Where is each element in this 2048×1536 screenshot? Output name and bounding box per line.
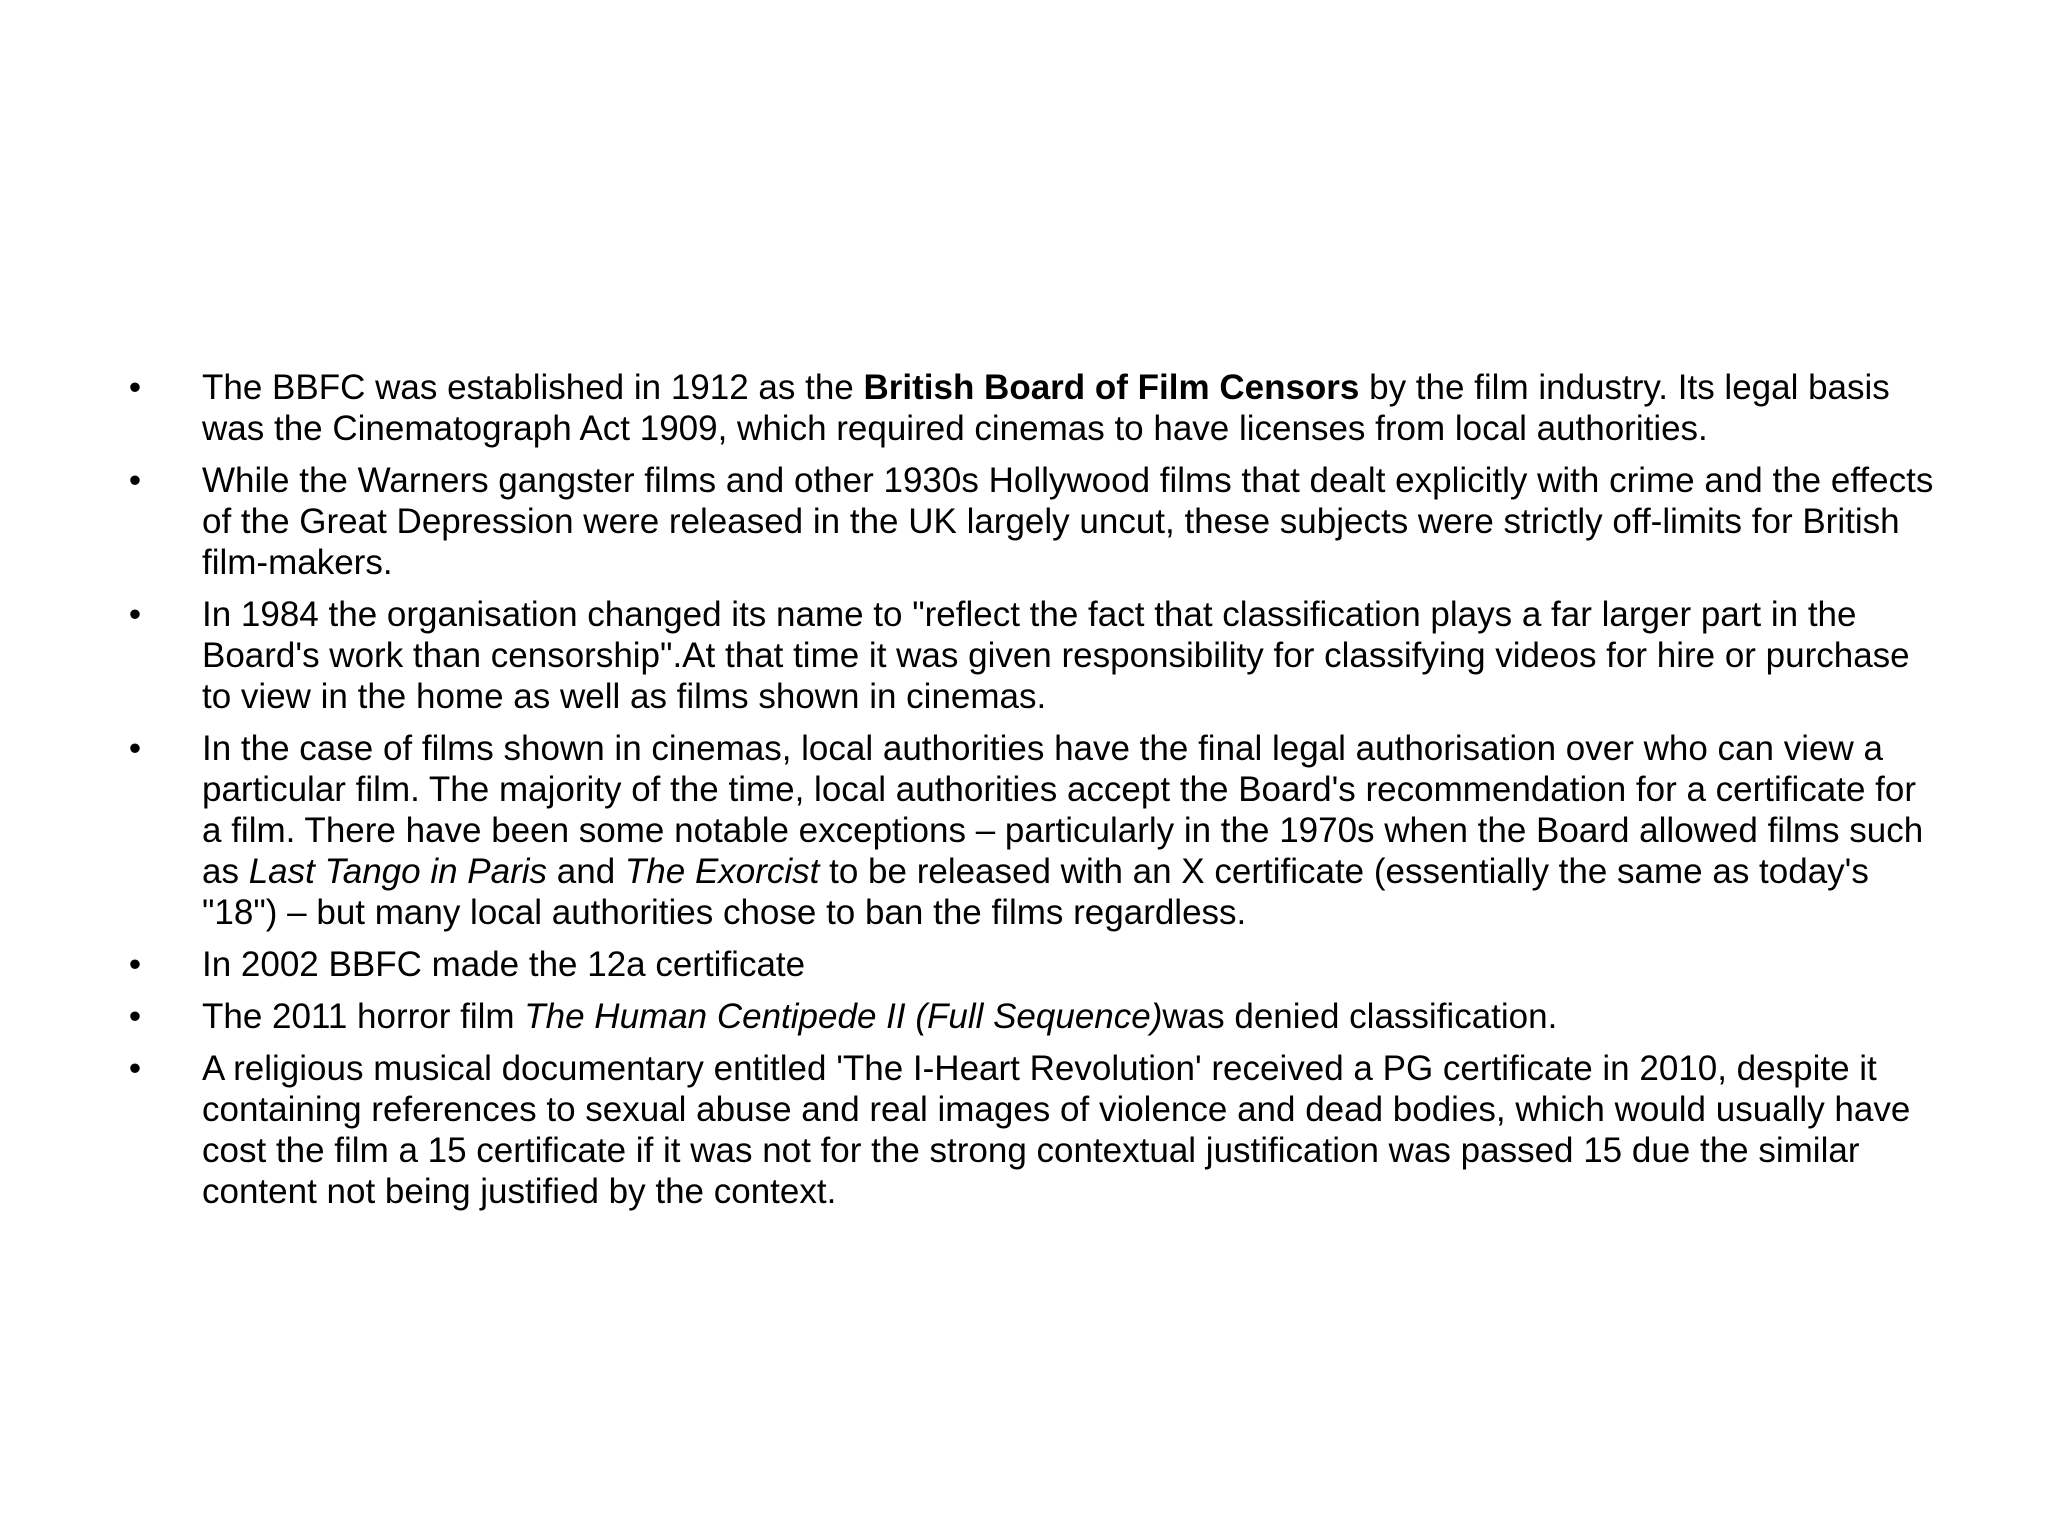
bullet-text-italic: Last Tango in Paris (248, 852, 548, 891)
bullet-text: A religious musical documentary entitled 'The I-Heart Revolution' received a PG certificate in 2010, despite it containing references to sexual abuse and real images of violence and dead bodies, which would usually have cost the film a 15 certificate if it was not for the strong contextual justification was passed 15 due the similar content not being justified by the context. (202, 1049, 1911, 1211)
bullet-list (120, 367, 1940, 1223)
bullet-glyph: • (128, 997, 142, 1036)
bullet-text-bold: British Board of Film Censors (863, 368, 1360, 407)
bullet-text: In the case of films shown in cinemas, local authorities have the final legal authorisation over who can view a particular film. The majority of the time, local authorities accept the Board's recommendation for a certificate for a film. There have been some notable exceptions – particularly in the 1970s when the Board allowed films such as (202, 729, 1924, 891)
bullet-text: to be released with an X certificate (essentially the same as today's "18") – but many local authorities chose to ban the films regardless. (202, 852, 1869, 932)
bullet-glyph: • (128, 945, 142, 984)
bullet-text: While the Warners gangster films and other 1930s Hollywood films that dealt explicitly with crime and the effects of the Great Depression were released in the UK largely uncut, these subjects were strictly off-limits for British film-makers. (202, 461, 1934, 582)
bullet-text: In 2002 BBFC made the 12a certificate (202, 945, 806, 984)
bullet-glyph: • (128, 595, 142, 634)
bullet-glyph: • (128, 1049, 142, 1088)
bullet-item (120, 1048, 1940, 1212)
bullet-item (120, 944, 1940, 985)
bullet-text-italic: The Exorcist (624, 852, 820, 891)
bullet-text: and (547, 852, 625, 891)
bullet-item (120, 728, 1940, 933)
bullet-item (120, 460, 1940, 583)
bullet-item (120, 594, 1940, 717)
bullet-text-italic: The Human Centipede II (Full Sequence) (524, 997, 1163, 1036)
bullet-text: The BBFC was established in 1912 as the (202, 368, 864, 407)
bullet-text: The 2011 horror film (202, 997, 525, 1036)
bullet-glyph: • (128, 729, 142, 768)
bullet-text: by the film industry. Its legal basis was the Cinematograph Act 1909, which required cinemas to have licenses from local authorities. (202, 368, 1890, 448)
bullet-glyph: • (128, 461, 142, 500)
bullet-item (120, 996, 1940, 1037)
bullet-text: In 1984 the organisation changed its name to "reflect the fact that classification plays a far larger part in the Board's work than censorship".At that time it was given responsibility for classifying videos for hire or purchase to view in the home as well as films shown in cinemas. (202, 595, 1910, 716)
bullet-text: was denied classification. (1162, 997, 1558, 1036)
bullet-glyph: • (128, 368, 142, 407)
bullet-item (120, 367, 1940, 449)
